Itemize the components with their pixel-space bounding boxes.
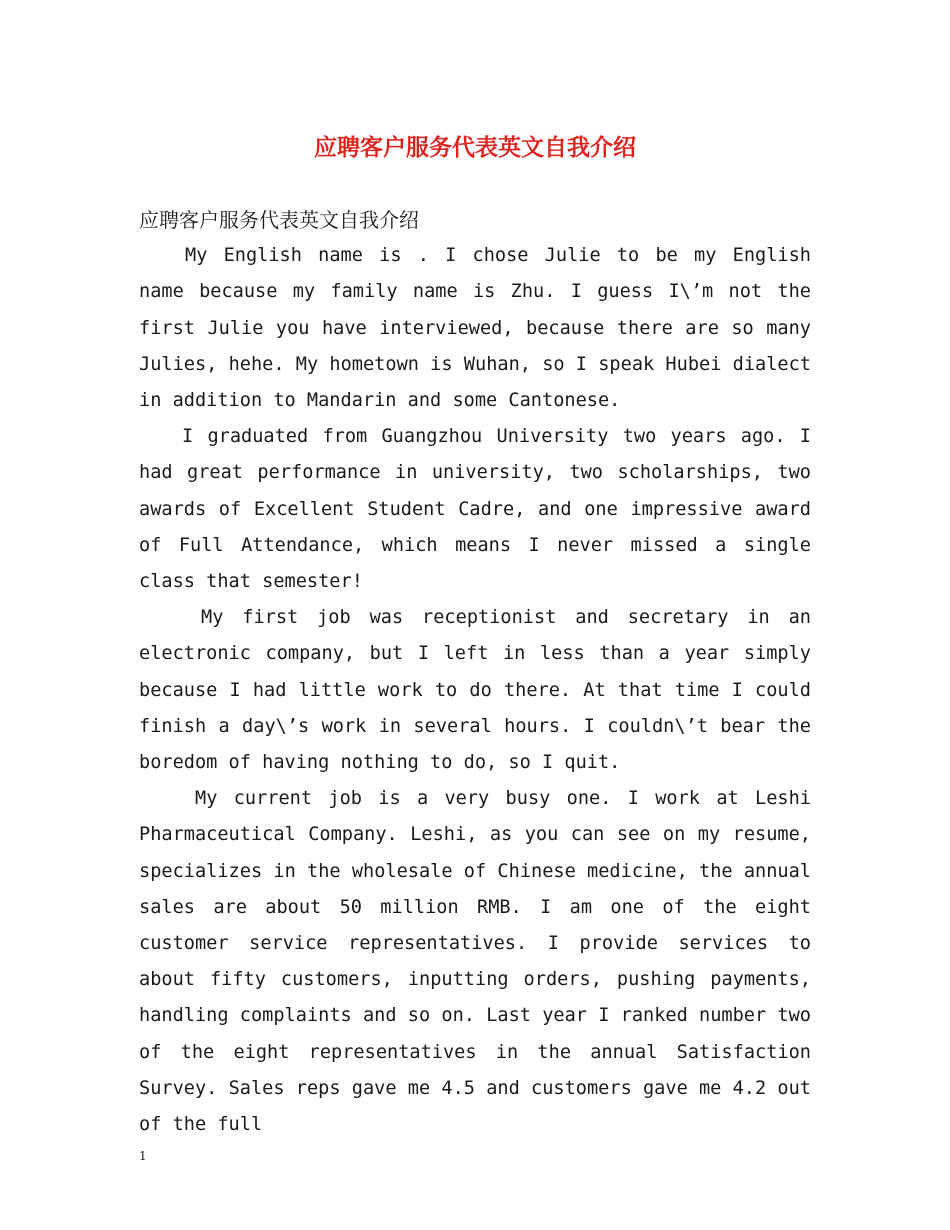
paragraph-current-job: My current job is a very busy one. I work at Leshi Pharmaceutical Company. Leshi, as you can see on my resume, specializes in the wholesale of Chinese medicine, the annual sales are about 50 million RMB. I am one of the eight customer service representatives. I provide services to about fifty customers, inputting orders, pushing payments, handling complaints and so on. Last year I ranked number two of the eight representatives in the annual Satisfaction Survey. Sales reps gave me 4.5 and customers gave me 4.2 out of the full — [139, 788, 811, 1136]
paragraph-first-job: My first job was receptionist and secretary in an electronic company, but I left in less than a year simply because I had little work to do there. At that time I could finish a day\’s work in several hours. I couldn\’t bear the boredom of having nothing to do, so I quit. — [139, 607, 811, 774]
paragraph-education: I graduated from Guangzhou University two years ago. I had great performance in university, two scholarships, two awards of Excellent Student Cadre, and one impressive award of Full Attendance, which means I never missed a single class that semester! — [139, 426, 811, 593]
document-title: 应聘客户服务代表英文自我介绍 — [314, 134, 636, 161]
paragraph-introduction: My English name is . I chose Julie to be my English name because my family name is Zhu. I guess I\’m not the first Julie you have interviewed, because there are so many Julies, hehe. My hometown is Wuhan, so I speak Hubei dialect in addition to Mandarin and some Cantonese. — [139, 245, 811, 412]
document-body — [139, 202, 811, 1143]
page-number: 1 — [139, 1149, 147, 1163]
document-subtitle: 应聘客户服务代表英文自我介绍 — [139, 208, 419, 232]
